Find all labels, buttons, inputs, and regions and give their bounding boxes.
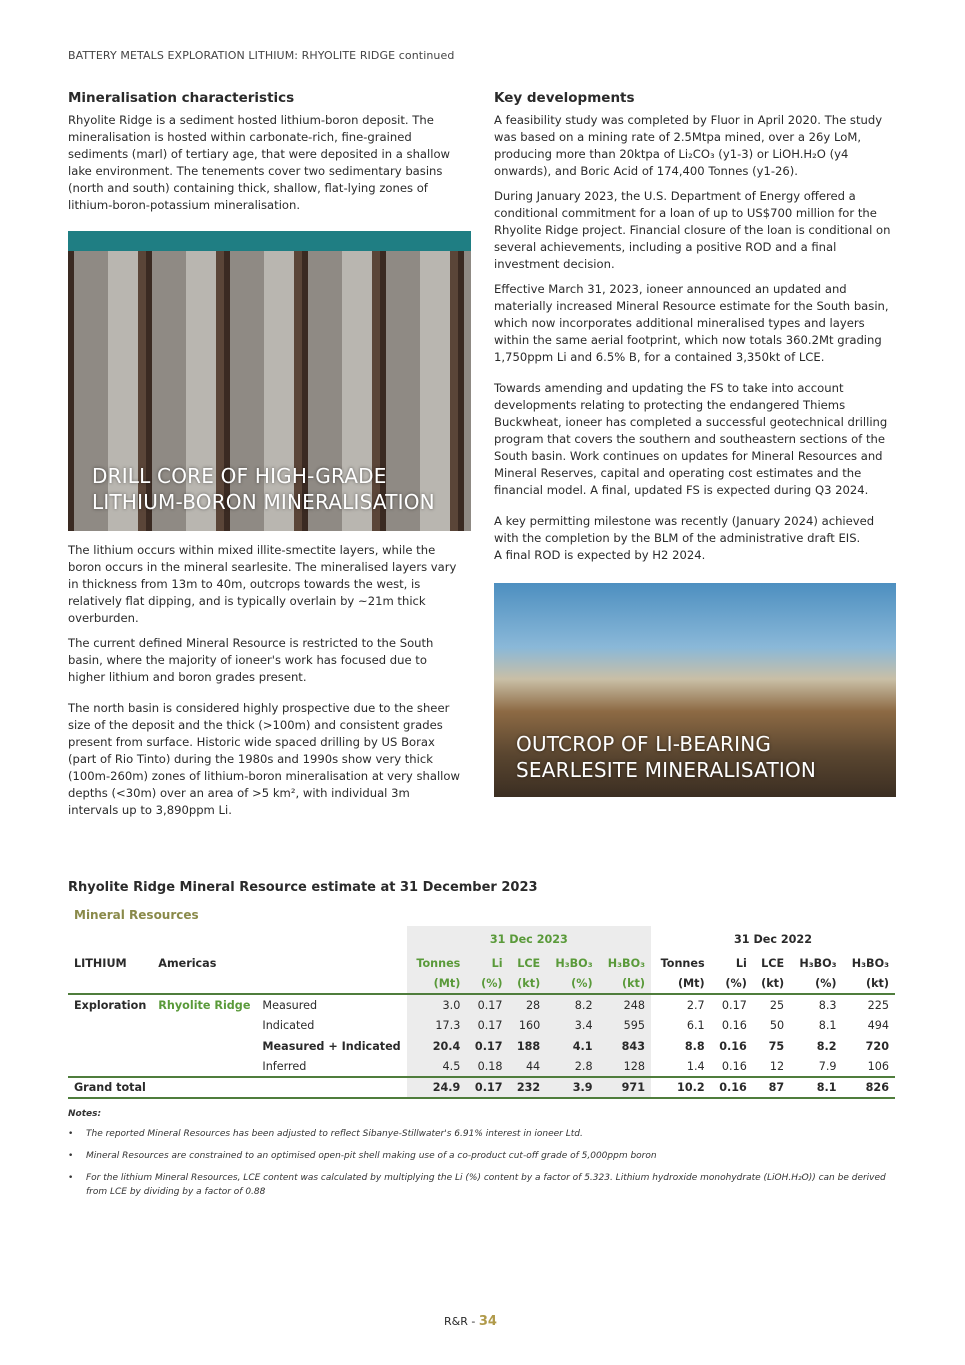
total-2023: 232: [509, 1077, 547, 1098]
col-region: Americas: [158, 956, 217, 970]
notes-title: Notes:: [68, 1109, 102, 1119]
paragraph: The north basin is considered highly prospective due to the sheer size of the deposit and the thick (>100m) and consistent grades present from surface. Historic wide spaced drilling by US Borax (part of Rio Tinto) during the 1980s and 1990s show very thick (100m-260m) zones of lithium-boron mineralisation at very shallow depths (<30m) over an area of >5 km², with individual 3m intervals up to 3,890ppm Li.: [68, 701, 460, 817]
header: Tonnes: [407, 953, 467, 974]
drill-core-photo: [68, 231, 471, 531]
col-lithium: LITHIUM: [74, 956, 127, 970]
value-2022: 7.9: [818, 1059, 837, 1073]
value-2023: 44: [509, 1056, 547, 1077]
paragraph: A feasibility study was completed by Fluor in April 2020. The study was based on a mining rate of 2.5Mtpa mined, over a 26y LoM, producing more than 20ktpa of Li₂CO₃ (y1-3) or LiOH.H₂O (y4 onwards), and Boric Acid of 174,400 Tonnes (y1-26).: [494, 113, 883, 178]
value-2022: 106: [867, 1059, 889, 1073]
note-item: • Mineral Resources are constrained to an optimised open-pit shell making use of a co-product cut-off grade of 5,000ppm boron: [68, 1149, 898, 1163]
header: H₃BO₃: [599, 953, 651, 974]
note-item: • The reported Mineral Resources has been adjusted to reflect Sibanye-Stillwater's 6.91% interest in ioneer Ltd.: [68, 1127, 898, 1141]
category-cell: Inferred: [262, 1059, 307, 1073]
value-2023: 0.17: [466, 1015, 508, 1036]
total-2022: 0.16: [719, 1080, 747, 1094]
section-cell: [68, 1056, 152, 1077]
table-row: [68, 1036, 895, 1057]
category-cell: Indicated: [262, 1018, 315, 1032]
value-2022: 8.8: [684, 1039, 705, 1053]
unit: (kt): [865, 977, 889, 991]
value-2023: 3.4: [546, 1015, 598, 1036]
left-column: [68, 90, 463, 222]
unit: (%): [815, 977, 837, 991]
value-2023: 17.3: [407, 1015, 467, 1036]
value-2022: 225: [867, 998, 889, 1012]
header: H₃BO₃: [851, 956, 889, 970]
grand-total-label: Grand total: [74, 1080, 146, 1094]
category-cell: Measured + Indicated: [262, 1039, 401, 1053]
paragraph: During January 2023, the U.S. Department of Energy offered a conditional commitment for a loan of up to US$700 million for the Rhyolite Ridge project. Financial closure of the loan is conditional on several achievements, including a positive ROD and a final investment decision.: [494, 189, 891, 271]
table-subtitle: Mineral Resources: [74, 908, 199, 922]
value-2023: 8.2: [546, 994, 598, 1015]
project-cell: [152, 1056, 256, 1077]
paragraph: A final ROD is expected by H2 2024.: [494, 548, 706, 562]
photo-caption: SEARLESITE MINERALISATION: [516, 758, 817, 782]
value-2023: 2.8: [546, 1056, 598, 1077]
table-row: [68, 1015, 895, 1036]
section-cell: [68, 1036, 152, 1057]
total-2023: 0.17: [466, 1077, 508, 1098]
header: LCE: [761, 956, 785, 970]
value-2023: 0.17: [466, 994, 508, 1015]
total-2023: 971: [599, 1077, 651, 1098]
value-2023: 128: [599, 1056, 651, 1077]
section-cell: [68, 1015, 152, 1036]
page-footer: [444, 1314, 497, 1329]
unit: (Mt): [677, 977, 705, 991]
value-2022: 8.2: [816, 1039, 837, 1053]
photo-caption: DRILL CORE OF HIGH-GRADE: [92, 464, 387, 488]
total-2022: 87: [768, 1080, 785, 1094]
value-2023: 0.17: [466, 1036, 508, 1057]
value-2023: 160: [509, 1015, 547, 1036]
left-column-lower: [68, 542, 463, 827]
value-2022: 75: [768, 1039, 785, 1053]
header: H₃BO₃: [799, 956, 837, 970]
note-item: • For the lithium Mineral Resources, LCE content was calculated by multiplying the Li (%) content by a factor of 5.323. Lithium hydroxide monohydrate (LiOH.H₂O)) can be derived from LCE by dividing by a factor of 0.88: [68, 1171, 898, 1199]
value-2023: 28: [509, 994, 547, 1015]
running-header: BATTERY METALS EXPLORATION LITHIUM: RHYOLITE RIDGE continued: [68, 49, 455, 62]
value-2023: 3.0: [407, 994, 467, 1015]
header: Li: [735, 956, 747, 970]
value-2022: 720: [865, 1039, 889, 1053]
mineral-resource-table: [68, 926, 895, 1099]
paragraph: A key permitting milestone was recently (January 2024) achieved with the completion by the BLM of the administrative draft EIS.: [494, 514, 875, 545]
value-2022: 1.4: [686, 1059, 705, 1073]
value-2023: 20.4: [407, 1036, 467, 1057]
heading-mineralisation: Mineralisation characteristics: [68, 90, 295, 106]
grand-total-row: [68, 1077, 895, 1098]
value-2022: 8.3: [818, 998, 837, 1012]
value-2022: 8.1: [818, 1018, 837, 1032]
value-2022: 0.16: [721, 1059, 747, 1073]
value-2022: 0.16: [721, 1018, 747, 1032]
section-cell: Exploration: [74, 998, 147, 1012]
table-row: [68, 994, 895, 1015]
footer-prefix: R&R -: [444, 1315, 479, 1328]
unit: (kt): [599, 974, 651, 995]
value-2023: 4.5: [407, 1056, 467, 1077]
paragraph: Towards amending and updating the FS to take into account developments relating to protecting the endangered Thiems Buckwheat, ioneer has completed a successful geotechnical drilling program that covers the southern and southeastern sections of the South basin. Work continues on updates for Mineral Resources and Mineral Reserves, capital and operating cost estimates and the financial model. A final, updated FS is expected during Q3 2024.: [494, 381, 888, 497]
header: Li: [466, 953, 508, 974]
period-2022: 31 Dec 2022: [733, 933, 812, 946]
value-2022: 0.17: [721, 998, 747, 1012]
unit: (kt): [761, 977, 785, 991]
right-column: [494, 90, 898, 572]
value-2023: 4.1: [546, 1036, 598, 1057]
table-title: Rhyolite Ridge Mineral Resource estimate at 31 December 2023: [68, 880, 538, 895]
value-2023: 248: [599, 994, 651, 1015]
page-number: 34: [478, 1314, 497, 1329]
unit: (%): [466, 974, 508, 995]
total-2023: 24.9: [407, 1077, 467, 1098]
outcrop-photo: [494, 583, 896, 797]
value-2022: 494: [867, 1018, 889, 1032]
table-row: [68, 1056, 895, 1077]
unit: (Mt): [407, 974, 467, 995]
header: Tonnes: [660, 956, 705, 970]
paragraph: The current defined Mineral Resource is restricted to the South basin, where the majority of ioneer's work has focused due to higher lithium and boron grades present.: [68, 636, 434, 684]
paragraph: Rhyolite Ridge is a sediment hosted lithium-boron deposit. The mineralisation is hosted within carbonate-rich, fine-grained sediments (marl) of tertiary age, that were deposited in a shallow lake environment. The tenements cover two sedimentary basins (north and south) containing thick, shallow, flat-lying zones of lithium-boron-potassium mineralisation.: [68, 113, 451, 212]
header: LCE: [509, 953, 547, 974]
category-cell: Measured: [262, 998, 318, 1012]
notes: [68, 1107, 898, 1207]
total-2023: 3.9: [546, 1077, 598, 1098]
unit: (%): [725, 977, 747, 991]
value-2022: 50: [769, 1018, 785, 1032]
unit: (kt): [509, 974, 547, 995]
photo-caption: LITHIUM-BORON MINERALISATION: [92, 490, 435, 514]
paragraph: The lithium occurs within mixed illite-smectite layers, while the boron occurs in the mineral searlesite. The mineralised layers vary in thickness from 13m to 40m, outcrops towards the west, is relatively flat dipping, and is typically overlain by ~21m thick overburden.: [68, 543, 457, 625]
total-2022: 826: [865, 1080, 889, 1094]
total-2022: 8.1: [816, 1080, 837, 1094]
value-2023: 595: [599, 1015, 651, 1036]
value-2022: 25: [769, 998, 785, 1012]
total-2022: 10.2: [677, 1080, 705, 1094]
value-2023: 843: [599, 1036, 651, 1057]
value-2023: 0.18: [466, 1056, 508, 1077]
project-cell: Rhyolite Ridge: [158, 998, 251, 1012]
project-cell: [152, 1036, 256, 1057]
period-2023: 31 Dec 2023: [407, 926, 651, 953]
value-2022: 12: [769, 1059, 785, 1073]
value-2023: 188: [509, 1036, 547, 1057]
paragraph: Effective March 31, 2023, ioneer announced an updated and materially increased Mineral Resource estimate for the South basin, which now incorporates additional mineralised types and layers within the same aerial footprint, which now totals 360.2Mt grading 1,750ppm Li and 6.5% B, for a contained 3,350kt of LCE.: [494, 282, 889, 364]
value-2022: 6.1: [686, 1018, 705, 1032]
project-cell: [152, 1015, 256, 1036]
header: H₃BO₃: [546, 953, 598, 974]
photo-caption: OUTCROP OF LI-BEARING: [516, 732, 772, 756]
heading-key-developments: Key developments: [494, 90, 635, 106]
value-2022: 2.7: [686, 998, 705, 1012]
photo-band: [68, 231, 471, 251]
value-2022: 0.16: [719, 1039, 747, 1053]
unit: (%): [546, 974, 598, 995]
